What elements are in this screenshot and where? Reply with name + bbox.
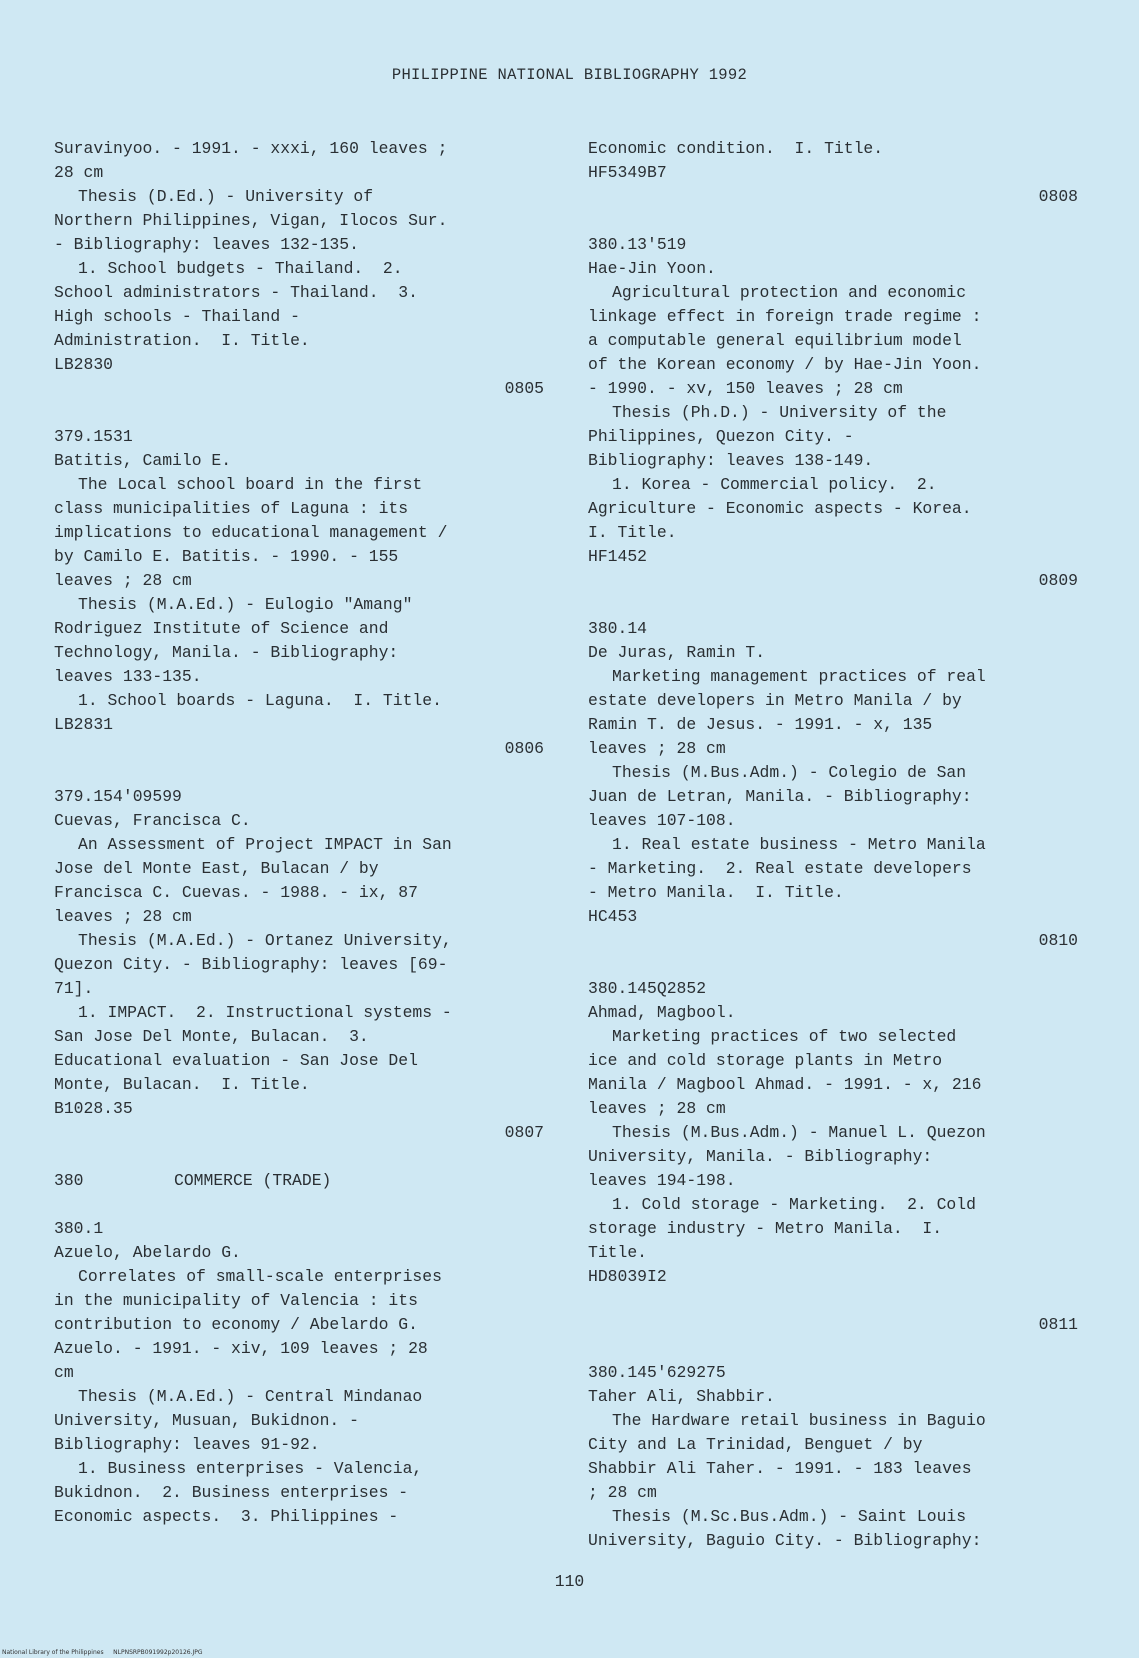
entry-number: 0807 [504,1123,544,1142]
entry-line: 380.14 [588,619,648,638]
entry-line: 380.1 [54,1219,104,1238]
entry-line: 1. School boards - Laguna. I. Title. [78,691,442,710]
entry-line: Philippines, Quezon City. - [588,427,854,446]
entry-line: a computable general equilibrium model [588,331,962,350]
entry-line: 380.13'519 [588,235,687,254]
entry-line: Monte, Bulacan. I. Title. [54,1075,310,1094]
entry-line: estate developers in Metro Manila / by [588,691,962,710]
entry-line: of the Korean economy / by Hae-Jin Yoon. [588,355,982,374]
entry-line: Thesis (M.A.Ed.) - Ortanez University, [78,931,452,950]
entry-line: Batitis, Camilo E. [54,451,232,470]
footer-filename: NLPNSRPB091992p20126.JPG [113,1649,203,1656]
entry-line: Administration. I. Title. [54,331,310,350]
entry-line: Marketing practices of two selected [612,1027,957,1046]
section-number: 380 [54,1171,84,1190]
entry-line: High schools - Thailand - [54,307,300,326]
entry-line: Economic aspects. 3. Philippines - [54,1507,399,1526]
entry-line: 1. Cold storage - Marketing. 2. Cold [612,1195,976,1214]
spacer [54,1193,544,1217]
entry-line: Agriculture - Economic aspects - Korea. [588,499,972,518]
entry-line: class municipalities of Laguna : its [54,499,409,518]
entry-line: Thesis (M.A.Ed.) - Eulogio "Amang" [78,595,413,614]
entry-line: De Juras, Ramin T. [588,643,766,662]
entry-line: Hae-Jin Yoon. [588,259,716,278]
entry-line: leaves ; 28 cm [54,571,192,590]
entry-line: 1. IMPACT. 2. Instructional systems - [78,1003,452,1022]
entry-line: Suravinyoo. - 1991. - xxxi, 160 leaves ; [54,139,448,158]
entry-line: 1. Real estate business - Metro Manila [612,835,986,854]
entry-line: Thesis (M.Sc.Bus.Adm.) - Saint Louis [612,1507,967,1526]
entry-line: Thesis (M.Bus.Adm.) - Colegio de San [612,763,967,782]
entry-line: LB2831 [54,715,114,734]
entry-line: HF5349B7 [588,163,667,182]
entry-line: Rodriguez Institute of Science and [54,619,389,638]
entry-number: 0808 [1038,187,1078,206]
entry-line: Agricultural protection and economic [612,283,967,302]
entry-line: ; 28 cm [588,1483,657,1502]
entry-number: 0805 [504,379,544,398]
entry-line: leaves 107-108. [588,811,736,830]
entry-line: Azuelo. - 1991. - xiv, 109 leaves ; 28 [54,1339,428,1358]
entry-line: 379.1531 [54,427,133,446]
entry-line: linkage effect in foreign trade regime : [588,307,982,326]
spacer [588,593,1078,617]
entry-line: - Marketing. 2. Real estate developers [588,859,972,878]
entry-line: implications to educational management / [54,523,448,542]
entry-line: I. Title. [588,523,677,542]
entry-line: The Local school board in the first [78,475,423,494]
entry-line: contribution to economy / Abelardo G. [54,1315,418,1334]
entry-line: storage industry - Metro Manila. I. [588,1219,943,1238]
entry-line: Thesis (M.Bus.Adm.) - Manuel L. Quezon [612,1123,986,1142]
entry-line: cm [54,1363,74,1382]
entry-line: Title. [588,1243,648,1262]
spacer [588,1289,1078,1313]
spacer [588,953,1078,977]
section-heading [54,1169,544,1193]
entry-line: Bukidnon. 2. Business enterprises - [54,1483,409,1502]
footer-credit: National Library of the Philippines [2,1649,104,1656]
entry-line: - Bibliography: leaves 132-135. [54,235,359,254]
entry-line: Juan de Letran, Manila. - Bibliography: [588,787,972,806]
entry-line: Marketing management practices of real [612,667,986,686]
spacer [588,209,1078,233]
entry-line: Ahmad, Magbool. [588,1003,736,1022]
entry-line: 1. Business enterprises - Valencia, [78,1459,423,1478]
entry-line: Azuelo, Abelardo G. [54,1243,241,1262]
entry-line: - 1990. - xv, 150 leaves ; 28 cm [588,379,903,398]
entry-line: Correlates of small-scale enterprises [78,1267,442,1286]
entry-line: Bibliography: leaves 138-149. [588,451,874,470]
entry-line: An Assessment of Project IMPACT in San [78,835,452,854]
entry-line: 380.145'629275 [588,1363,726,1382]
entry-line: leaves 194-198. [588,1171,736,1190]
entry-line: School administrators - Thailand. 3. [54,283,418,302]
entry-line: Ramin T. de Jesus. - 1991. - x, 135 [588,715,933,734]
entry-line: Francisca C. Cuevas. - 1988. - ix, 87 [54,883,418,902]
section-label: COMMERCE (TRADE) [174,1171,332,1190]
entry-line: 379.154'09599 [54,787,182,806]
entry-line: 1. School budgets - Thailand. 2. [78,259,403,278]
entry-line: 1. Korea - Commercial policy. 2. [612,475,937,494]
entry-line: Thesis (D.Ed.) - University of [78,187,374,206]
entry-line: University, Manila. - Bibliography: [588,1147,933,1166]
entry-line: Thesis (M.A.Ed.) - Central Mindanao [78,1387,423,1406]
entry-line: Technology, Manila. - Bibliography: [54,643,399,662]
spacer [54,761,544,785]
entry-line: HC453 [588,907,638,926]
spacer [54,401,544,425]
running-header: PHILIPPINE NATIONAL BIBLIOGRAPHY 1992 [391,66,748,84]
spacer [588,1337,1078,1361]
entry-line: Educational evaluation - San Jose Del [54,1051,418,1070]
entry-number: 0809 [1038,571,1078,590]
entry-line: Taher Ali, Shabbir. [588,1387,775,1406]
entry-line: ice and cold storage plants in Metro [588,1051,943,1070]
entry-line: University, Baguio City. - Bibliography: [588,1531,982,1550]
entry-line: 71]. [54,979,94,998]
entry-line: B1028.35 [54,1099,133,1118]
entry-line: Cuevas, Francisca C. [54,811,251,830]
entry-line: Bibliography: leaves 91-92. [54,1435,320,1454]
entry-line: leaves 133-135. [54,667,202,686]
entry-line: Manila / Magbool Ahmad. - 1991. - x, 216 [588,1075,982,1094]
entry-line: leaves ; 28 cm [588,739,726,758]
entry-line: City and La Trinidad, Benguet / by [588,1435,923,1454]
entry-line: Quezon City. - Bibliography: leaves [69- [54,955,448,974]
entry-line: Thesis (Ph.D.) - University of the [612,403,947,422]
entry-line: in the municipality of Valencia : its [54,1291,418,1310]
right-column [588,137,1078,1553]
entry-number: 0811 [1038,1315,1078,1334]
entry-line: leaves ; 28 cm [54,907,192,926]
entry-line: Northern Philippines, Vigan, Ilocos Sur. [54,211,448,230]
entry-line: 380.145Q2852 [588,979,707,998]
entry-line: The Hardware retail business in Baguio [612,1411,986,1430]
entry-line: leaves ; 28 cm [588,1099,726,1118]
entry-line: San Jose Del Monte, Bulacan. 3. [54,1027,369,1046]
entry-number: 0810 [1038,931,1078,950]
left-column [54,137,544,1529]
entry-line: HD8039I2 [588,1267,667,1286]
entry-line: 28 cm [54,163,104,182]
entry-line: - Metro Manila. I. Title. [588,883,844,902]
entry-line: Shabbir Ali Taher. - 1991. - 183 leaves [588,1459,972,1478]
entry-line: HF1452 [588,547,648,566]
entry-line: Economic condition. I. Title. [588,139,884,158]
page-number: 110 [554,1572,585,1591]
entry-line: by Camilo E. Batitis. - 1990. - 155 [54,547,399,566]
entry-line: LB2830 [54,355,114,374]
spacer [54,1145,544,1169]
entry-line: Jose del Monte East, Bulacan / by [54,859,379,878]
scan-footer [2,1649,203,1656]
entry-line: University, Musuan, Bukidnon. - [54,1411,359,1430]
entry-number: 0806 [504,739,544,758]
